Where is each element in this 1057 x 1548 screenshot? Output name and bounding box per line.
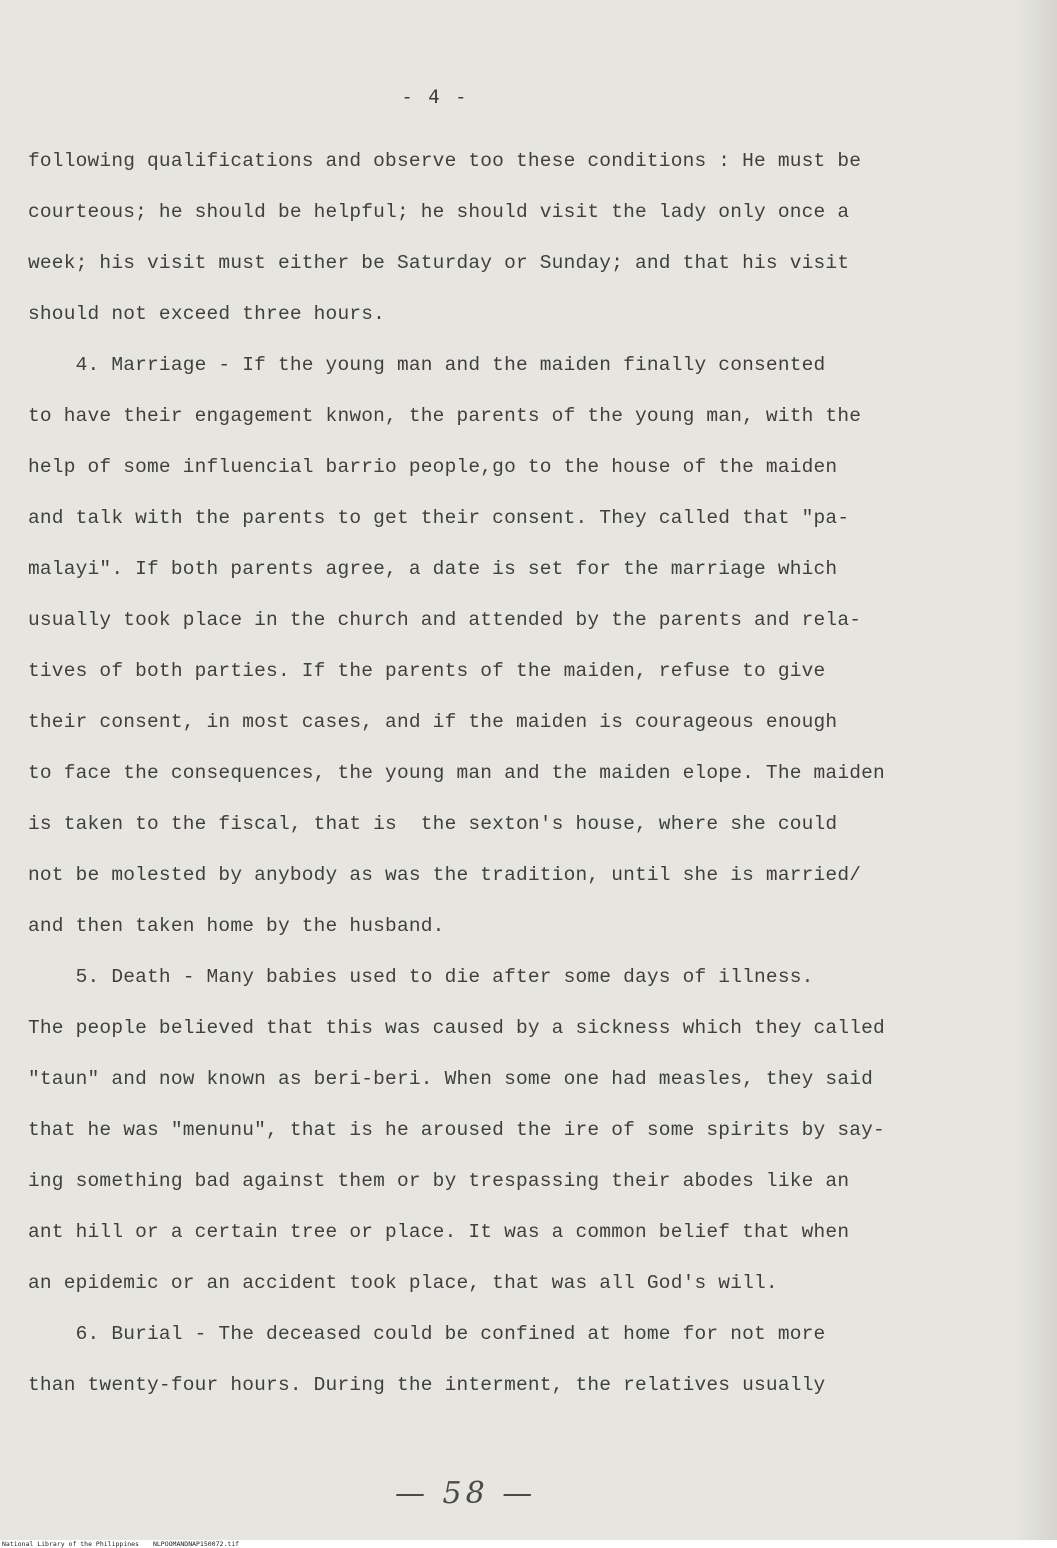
text-line: to have their engagement knwon, the parents of the young man, with the — [28, 405, 862, 427]
text-line: an epidemic or an accident took place, that was all God's will. — [28, 1272, 778, 1294]
text-line: malayi". If both parents agree, a date is set for the marriage which — [28, 558, 838, 580]
text-line: tives of both parties. If the parents of the maiden, refuse to give — [28, 660, 826, 682]
text-line: usually took place in the church and attended by the parents and rela- — [28, 609, 862, 631]
text-line: courteous; he should be helpful; he should visit the lady only once a — [28, 201, 850, 223]
paragraph-marriage-start: 4. Marriage - If the young man and the maiden finally consented — [28, 354, 826, 376]
text-line: help of some influencial barrio people,go to the house of the maiden — [28, 456, 838, 478]
paragraph-burial-start: 6. Burial - The deceased could be confined at home for not more — [28, 1323, 826, 1345]
caption-filename: NLPOOMANDNAP150072.tif — [152, 1540, 240, 1548]
text-line: that he was "menunu", that is he aroused the ire of some spirits by say- — [28, 1119, 885, 1141]
text-line: week; his visit must either be Saturday or Sunday; and that his visit — [28, 252, 850, 274]
scan-caption — [2, 1540, 239, 1548]
paragraph-death-start: 5. Death - Many babies used to die after some days of illness. — [28, 966, 814, 988]
text-line: is taken to the fiscal, that is the sexton's house, where she could — [28, 813, 838, 835]
handwritten-page-number: — 58 — — [395, 1476, 537, 1511]
typed-text-body — [28, 136, 953, 1411]
text-line: and talk with the parents to get their consent. They called that "pa- — [28, 507, 850, 529]
text-line: following qualifications and observe too these conditions : He must be — [28, 150, 862, 172]
text-line: should not exceed three hours. — [28, 303, 386, 325]
text-line: and then taken home by the husband. — [28, 915, 445, 937]
text-line: The people believed that this was caused by a sickness which they called — [28, 1017, 885, 1039]
text-line: to face the consequences, the young man and the maiden elope. The maiden — [28, 762, 885, 784]
text-line: than twenty-four hours. During the interment, the relatives usually — [28, 1374, 826, 1396]
caption-source: National Library of the Philippines — [2, 1540, 139, 1548]
text-line: "taun" and now known as beri-beri. When some one had measles, they said — [28, 1068, 874, 1090]
text-line: not be molested by anybody as was the tradition, until she is married/ — [28, 864, 862, 886]
text-line: ant hill or a certain tree or place. It was a common belief that when — [28, 1221, 850, 1243]
text-line: ing something bad against them or by trespassing their abodes like an — [28, 1170, 850, 1192]
text-line: their consent, in most cases, and if the maiden is courageous enough — [28, 711, 838, 733]
page-number-header: - 4 - — [401, 86, 469, 108]
